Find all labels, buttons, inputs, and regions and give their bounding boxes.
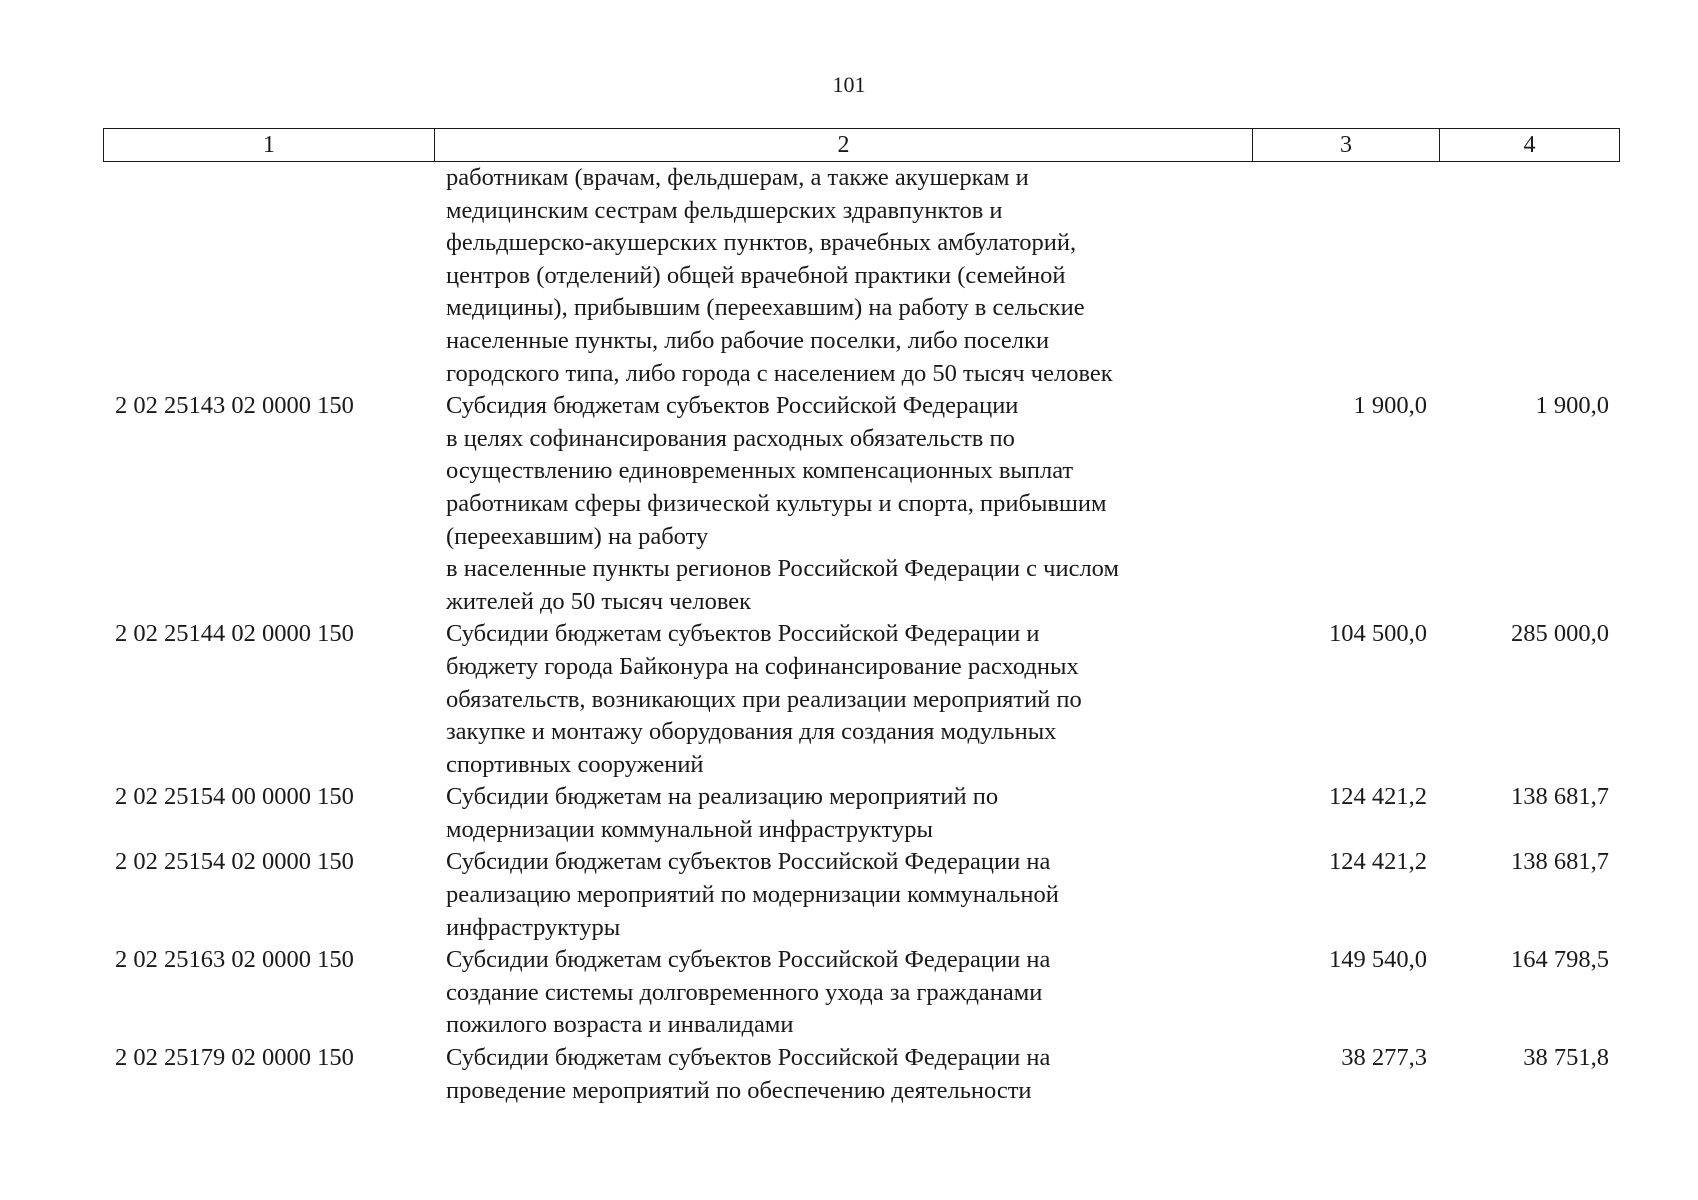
amount-col-4-cell: 138 681,7 (1511, 848, 1609, 876)
revenue-name-line: медицины), прибывшим (переехавшим) на работу в сельские (446, 294, 1085, 322)
amount-col-3-cell: 38 277,3 (1341, 1044, 1427, 1072)
revenue-name-line: Субсидия бюджетам субъектов Российской Федерации (446, 392, 1019, 420)
revenue-name-cell (434, 1042, 1252, 1107)
amount-col-3-cell: 1 900,0 (1353, 392, 1427, 420)
revenue-name-line: жителей до 50 тысяч человек (446, 587, 752, 615)
table-row (103, 618, 1619, 781)
amount-col-3-cell: 124 421,2 (1329, 848, 1427, 876)
revenue-name-cell (434, 162, 1252, 390)
amount-col-3-cell: 124 421,2 (1329, 783, 1427, 811)
table-row (103, 390, 1619, 618)
revenue-name-line: центров (отделений) общей врачебной практики (семейной (446, 261, 1066, 289)
revenue-name-line: осуществлению единовременных компенсационных выплат (446, 457, 1074, 485)
revenue-name-line: закупке и монтажу оборудования для создания модульных (446, 718, 1057, 746)
amount-col-4-cell: 38 751,8 (1523, 1044, 1609, 1072)
revenue-name-line: проведение мероприятий по обеспечению деятельности (446, 1076, 1032, 1104)
revenue-name-line: работникам (врачам, фельдшерам, а также акушеркам и (446, 164, 1029, 191)
revenue-name-cell (434, 846, 1252, 944)
amount-col-4-cell: 138 681,7 (1511, 783, 1609, 811)
header-col-4: 4 (1440, 129, 1620, 162)
revenue-name-line: Субсидии бюджетам субъектов Российской Федерации и (446, 620, 1040, 648)
table-row (103, 846, 1619, 944)
amount-col-4-cell: 164 798,5 (1511, 946, 1609, 974)
header-col-1: 1 (104, 129, 435, 162)
budget-code-cell: 2 02 25154 02 0000 150 (115, 848, 354, 876)
amount-col-4-cell: 1 900,0 (1535, 392, 1609, 420)
table-row (103, 944, 1619, 1042)
revenue-name-line: медицинским сестрам фельдшерских здравпунктов и (446, 196, 1003, 224)
revenue-name-cell (434, 618, 1252, 781)
revenue-name-line: Субсидии бюджетам субъектов Российской Федерации на (446, 1044, 1051, 1072)
column-number-header (103, 128, 1620, 162)
amount-col-3-cell: 149 540,0 (1329, 946, 1427, 974)
revenue-name-line: в населенные пункты регионов Российской Федерации с числом (446, 555, 1119, 583)
table-row (103, 781, 1619, 846)
revenue-name-line: модернизации коммунальной инфраструктуры (446, 815, 933, 843)
revenue-name-line: (переехавшим) на работу (446, 522, 709, 550)
revenue-name-line: спортивных сооружений (446, 750, 704, 778)
amount-col-4-cell: 285 000,0 (1511, 620, 1609, 648)
revenue-name-line: городского типа, либо города с населением до 50 тысяч человек (446, 359, 1113, 387)
revenue-name-line: в целях софинансирования расходных обязательств по (446, 424, 1015, 452)
revenue-name-cell (434, 944, 1252, 1042)
revenue-name-line: Субсидии бюджетам на реализацию мероприятий по (446, 783, 999, 811)
revenue-name-line: обязательств, возникающих при реализации мероприятий по (446, 685, 1082, 713)
budget-code-cell: 2 02 25144 02 0000 150 (115, 620, 354, 648)
budget-code-cell: 2 02 25179 02 0000 150 (115, 1044, 354, 1072)
header-col-2: 2 (435, 129, 1253, 162)
revenue-name-line: работникам сферы физической культуры и спорта, прибывшим (446, 489, 1107, 517)
page-number: 101 (832, 72, 866, 97)
amount-col-3-cell: 104 500,0 (1329, 620, 1427, 648)
table-body (103, 162, 1619, 1107)
revenue-name-line: фельдшерско-акушерских пунктов, врачебных амбулаторий, (446, 229, 1077, 257)
header-col-3: 3 (1253, 129, 1440, 162)
revenue-name-line: реализацию мероприятий по модернизации коммунальной (446, 881, 1059, 909)
budget-code-cell: 2 02 25154 00 0000 150 (115, 783, 354, 811)
budget-code-cell: 2 02 25143 02 0000 150 (115, 392, 354, 420)
revenue-name-line: пожилого возраста и инвалидами (446, 1011, 794, 1039)
revenue-name-cell (434, 781, 1252, 846)
budget-code-cell: 2 02 25163 02 0000 150 (115, 946, 354, 974)
revenue-name-line: бюджету города Байконура на софинансирование расходных (446, 652, 1079, 680)
revenue-name-line: создание системы долговременного ухода за гражданами (446, 978, 1043, 1006)
revenue-name-line: Субсидии бюджетам субъектов Российской Федерации на (446, 946, 1051, 974)
revenue-name-cell (434, 390, 1252, 618)
table-row (103, 1042, 1619, 1107)
revenue-name-line: Субсидии бюджетам субъектов Российской Федерации на (446, 848, 1051, 876)
revenue-name-line: инфраструктуры (446, 913, 621, 941)
revenue-name-line: населенные пункты, либо рабочие поселки, либо поселки (446, 326, 1050, 354)
table-row (103, 162, 1619, 390)
